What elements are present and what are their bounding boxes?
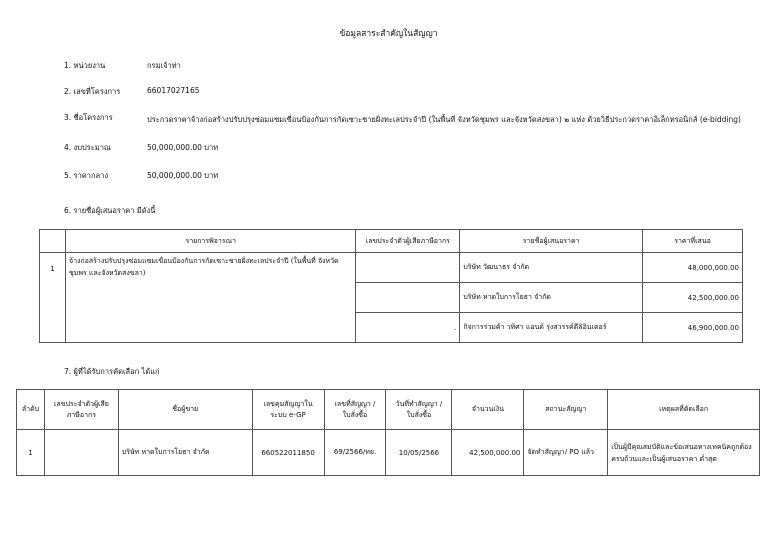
bidders-table <box>39 229 743 343</box>
bidder-name: บริษัท วัฒนาธร จำกัด <box>460 253 643 283</box>
table-row <box>40 253 743 283</box>
bidder-name: กิจการร่วมค้า วทิศา แอนด์ รุ่งสวรรค์ดีลิอินเตอร์ <box>460 313 643 343</box>
bidder-price: 46,900,000.00 <box>643 313 743 343</box>
item-number: 1 <box>40 253 66 343</box>
col-order: ลำดับ <box>17 390 45 430</box>
col-blank <box>40 230 66 253</box>
winner-contract-number: 69/2566/ทย. <box>324 430 386 476</box>
winner-contract-date: 10/05/2566 <box>386 430 452 476</box>
col-bid-price: ราคาที่เสนอ <box>643 230 743 253</box>
col-bidder-name: รายชื่อผู้เสนอราคา <box>460 230 643 253</box>
winner-reason: เป็นผู้มีคุณสมบัติและข้อเสนอทางเทคนิคถูกต้องครบถ้วนและเป็นผู้เสนอราคา ต่ำสุด <box>608 430 760 476</box>
col-reason: เหตุผลที่คัดเลือก <box>608 390 760 430</box>
winners-table <box>16 389 760 476</box>
agency-value: กรมเจ้าท่า <box>147 61 181 70</box>
winner-amount: 42,500,000.00 <box>452 430 524 476</box>
budget-label: 4. งบประมาณ <box>64 143 111 152</box>
project-number-label: 2. เลขที่โครงการ <box>64 87 121 96</box>
col-contract-date: วันที่ทำสัญญา / ใบสั่งซื้อ <box>386 390 452 430</box>
project-name-value: ประกวดราคาจ้างก่อสร้างปรับปรุงซ่อมแซมเขื่อนป้องกันการกัดเซาะชายฝั่งทะเลประจำปี (ในพื้นที่ จังหวัดชุมพร และจังหวัดสงขลา) ๒ แห่ง ด้วยวิธีประกวดราคาอิเล็กทรอนิกส์ (e-bidding) <box>147 115 741 124</box>
project-number-value: 66017027165 <box>147 86 200 95</box>
median-price-value: 50,000,000.00 บาท <box>147 171 219 180</box>
col-egp-number: เลขคุมสัญญาในระบบ e-GP <box>252 390 324 430</box>
project-name-label: 3. ชื่อโครงการ <box>64 113 113 122</box>
median-price-label: 5. ราคากลาง <box>64 171 109 180</box>
winners-header-row <box>17 390 760 430</box>
winner-order: 1 <box>17 430 45 476</box>
page-title: ข้อมูลสาระสำคัญในสัญญา <box>339 29 438 39</box>
bidder-tax-id: . <box>356 313 460 343</box>
col-tax-id: เลขประจำตัวผู้เสียภาษีอากร <box>356 230 460 253</box>
bidder-tax-id <box>356 283 460 313</box>
winner-egp-number: 660522011850 <box>252 430 324 476</box>
budget-value: 50,000,000.00 บาท <box>147 143 219 152</box>
bidder-price: 42,500,000.00 <box>643 283 743 313</box>
section-winner-heading: 7. ผู้ที่ได้รับการคัดเลือก ได้แก่ <box>64 367 160 376</box>
agency-label: 1. หน่วยงาน <box>64 61 106 70</box>
bidder-tax-id <box>356 253 460 283</box>
col-status: สถานะสัญญา <box>524 390 608 430</box>
table-row <box>17 430 760 476</box>
col-seller: ชื่อผู้ขาย <box>118 390 252 430</box>
bidder-name: บริษัท หาดใบการโยธา จำกัด <box>460 283 643 313</box>
winner-seller: บริษัท หาดใบการโยธา จำกัด <box>118 430 252 476</box>
col-tax-id: เลขประจำตัวผู้เสียภาษีอากร <box>44 390 118 430</box>
bidders-header-row <box>40 230 743 253</box>
section-bidders-heading: 6. รายชื่อผู้เสนอราคา มีดังนี้ <box>64 206 156 215</box>
col-amount: จำนวนเงิน <box>452 390 524 430</box>
col-item: รายการพิจารณา <box>65 230 356 253</box>
col-contract-number: เลขที่สัญญา / ใบสั่งซื้อ <box>324 390 386 430</box>
winner-status: จัดทำสัญญา/ PO แล้ว <box>524 430 608 476</box>
winner-tax-id <box>44 430 118 476</box>
item-description: จ้างก่อสร้างปรับปรุงซ่อมแซมเขื่อนป้องกันการกัดเซาะชายฝั่งทะเลประจำปี (ในพื้นที่ จังหวัดชุมพร และจังหวัดสงขลา) <box>65 253 356 343</box>
bidder-price: 48,000,000.00 <box>643 253 743 283</box>
